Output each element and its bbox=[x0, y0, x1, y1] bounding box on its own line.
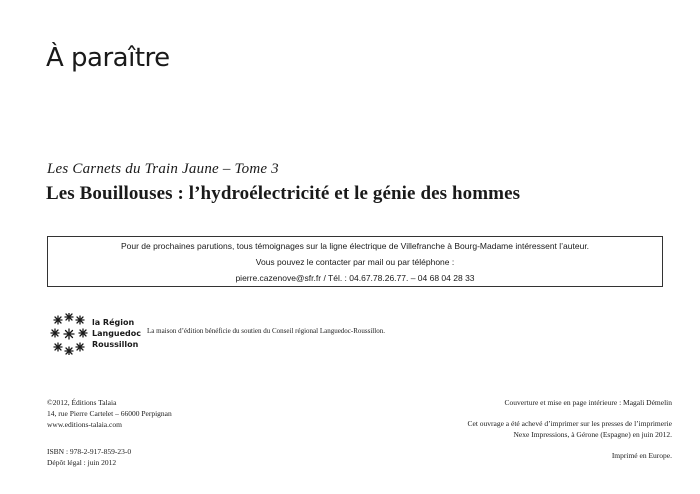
page-heading: À paraître bbox=[46, 43, 170, 73]
book-title: Les Bouillouses : l’hydroélectricité et le génie des hommes bbox=[46, 183, 521, 204]
design-credit: Couverture et mise en page intérieure : Magali Démelin bbox=[504, 398, 672, 407]
isbn: ISBN : 978-2-917-859-23-0 bbox=[47, 447, 132, 456]
contact-notice-box bbox=[47, 236, 663, 287]
printed-in: Imprimé en Europe. bbox=[611, 451, 672, 460]
copyright: ©2012, Éditions Talaia bbox=[47, 398, 117, 407]
publisher-website: www.editions-talaia.com bbox=[47, 420, 122, 429]
publisher-address: 14, rue Pierre Cartelet – 66000 Perpignan bbox=[47, 409, 172, 418]
region-name-line-3: Roussillon bbox=[92, 340, 139, 349]
legal-deposit: Dépôt légal : juin 2012 bbox=[47, 458, 117, 467]
isbn-info bbox=[47, 446, 131, 468]
notice-line-3: pierre.cazenove@sfr.fr / Tél. : 04.67.78.26.77. – 04 68 04 28 33 bbox=[235, 273, 475, 283]
region-name-line-1: la Région bbox=[92, 318, 135, 327]
print-credits bbox=[467, 397, 672, 461]
publisher-info bbox=[47, 397, 172, 430]
region-logo-text bbox=[92, 317, 141, 350]
print-info-line-2: Nexe Impressions, à Gérone (Espagne) en juin 2012. bbox=[513, 430, 672, 439]
print-info-line-1: Cet ouvrage a été achevé d’imprimer sur les presses de l’imprimerie bbox=[467, 419, 672, 428]
book-series: Les Carnets du Train Jaune – Tome 3 bbox=[47, 161, 279, 177]
region-name-line-2: Languedoc bbox=[92, 329, 142, 338]
region-star-logo-icon bbox=[50, 313, 88, 355]
notice-line-2: Vous pouvez le contacter par mail ou par téléphone : bbox=[255, 257, 455, 267]
notice-line-1: Pour de prochaines parutions, tous témoignages sur la ligne électrique de Villefranche à Bourg-Madame intéressent l’auteur. bbox=[120, 241, 590, 251]
region-support-text: La maison d’édition bénéficie du soutien du Conseil régional Languedoc-Roussillon. bbox=[147, 327, 385, 335]
